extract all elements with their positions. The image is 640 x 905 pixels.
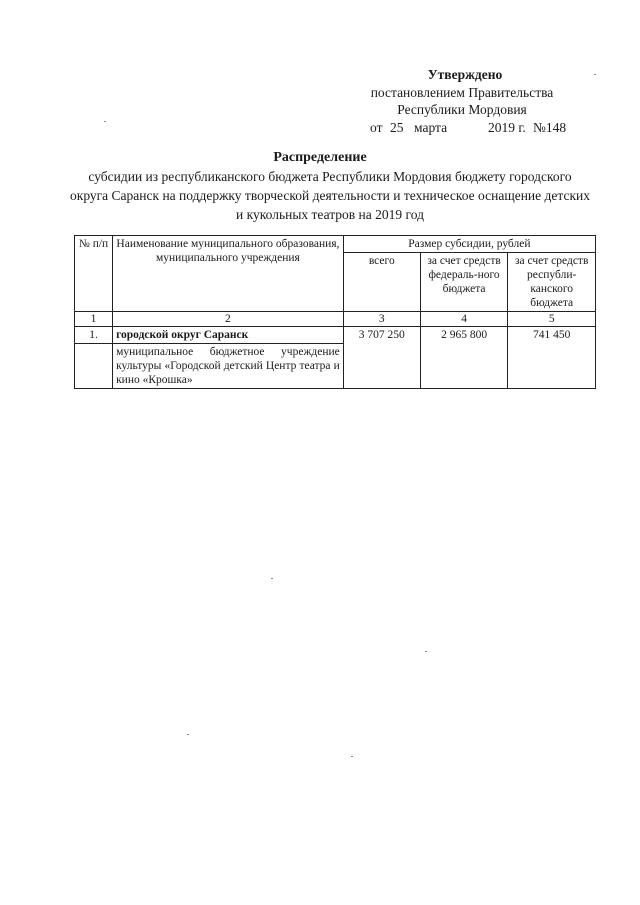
scan-speck: [351, 756, 353, 757]
approval-line-2: Республики Мордовия: [397, 102, 527, 117]
document-title: Распределение: [273, 150, 367, 165]
approval-stamp: [352, 66, 572, 137]
row-num-empty: [75, 344, 113, 389]
table-index-row: [75, 312, 596, 327]
table-header-row: [75, 236, 596, 253]
row-total: 3 707 250: [343, 327, 420, 389]
approval-date-month: марта: [414, 119, 448, 135]
document-subtitle: субсидии из республиканского бюджета Республики Мордовия бюджету городского округа Саранск на поддержку творческой деятельности и техническое оснащение детских и кукольных театров на 2019 год: [70, 169, 590, 222]
approval-date-year: 2019 г.: [488, 119, 526, 135]
row-republican: 741 450: [508, 327, 596, 389]
row-federal: 2 965 800: [420, 327, 508, 389]
approval-heading: Утверждено: [427, 67, 503, 82]
approval-date-day: 25: [390, 119, 404, 135]
header-republican: за счет средств республи-канского бюджета: [508, 253, 596, 312]
approval-date-prefix: от: [370, 119, 383, 135]
index-cell: 3: [343, 312, 420, 327]
scan-speck: [425, 651, 427, 652]
scan-speck: [594, 74, 596, 75]
index-cell: 1: [75, 312, 113, 327]
index-cell: 5: [508, 312, 596, 327]
header-federal: за счет средств федераль-ного бюджета: [420, 253, 508, 312]
index-cell: 4: [420, 312, 508, 327]
scan-speck: [104, 121, 106, 122]
row-num: 1.: [75, 327, 113, 344]
header-size-group: Размер субсидии, рублей: [343, 236, 595, 253]
scan-speck: [271, 578, 273, 579]
header-total: всего: [343, 253, 420, 312]
row-institution: муниципальное бюджетное учреждение культуры «Городской детский Центр театра и кино «Крошка»: [113, 344, 344, 389]
index-cell: 2: [113, 312, 344, 327]
scan-speck: [187, 734, 189, 735]
approval-number: №148: [533, 119, 567, 135]
row-municipality: городской округ Саранск: [113, 327, 344, 344]
distribution-table: [74, 235, 596, 389]
header-name: Наименование муниципального образования, муниципального учреждения: [113, 236, 344, 312]
approval-date-line: [352, 119, 572, 137]
approval-line-1: постановлением Правительства: [370, 84, 554, 100]
table-row: [75, 327, 596, 344]
header-num: № п/п: [75, 236, 113, 312]
